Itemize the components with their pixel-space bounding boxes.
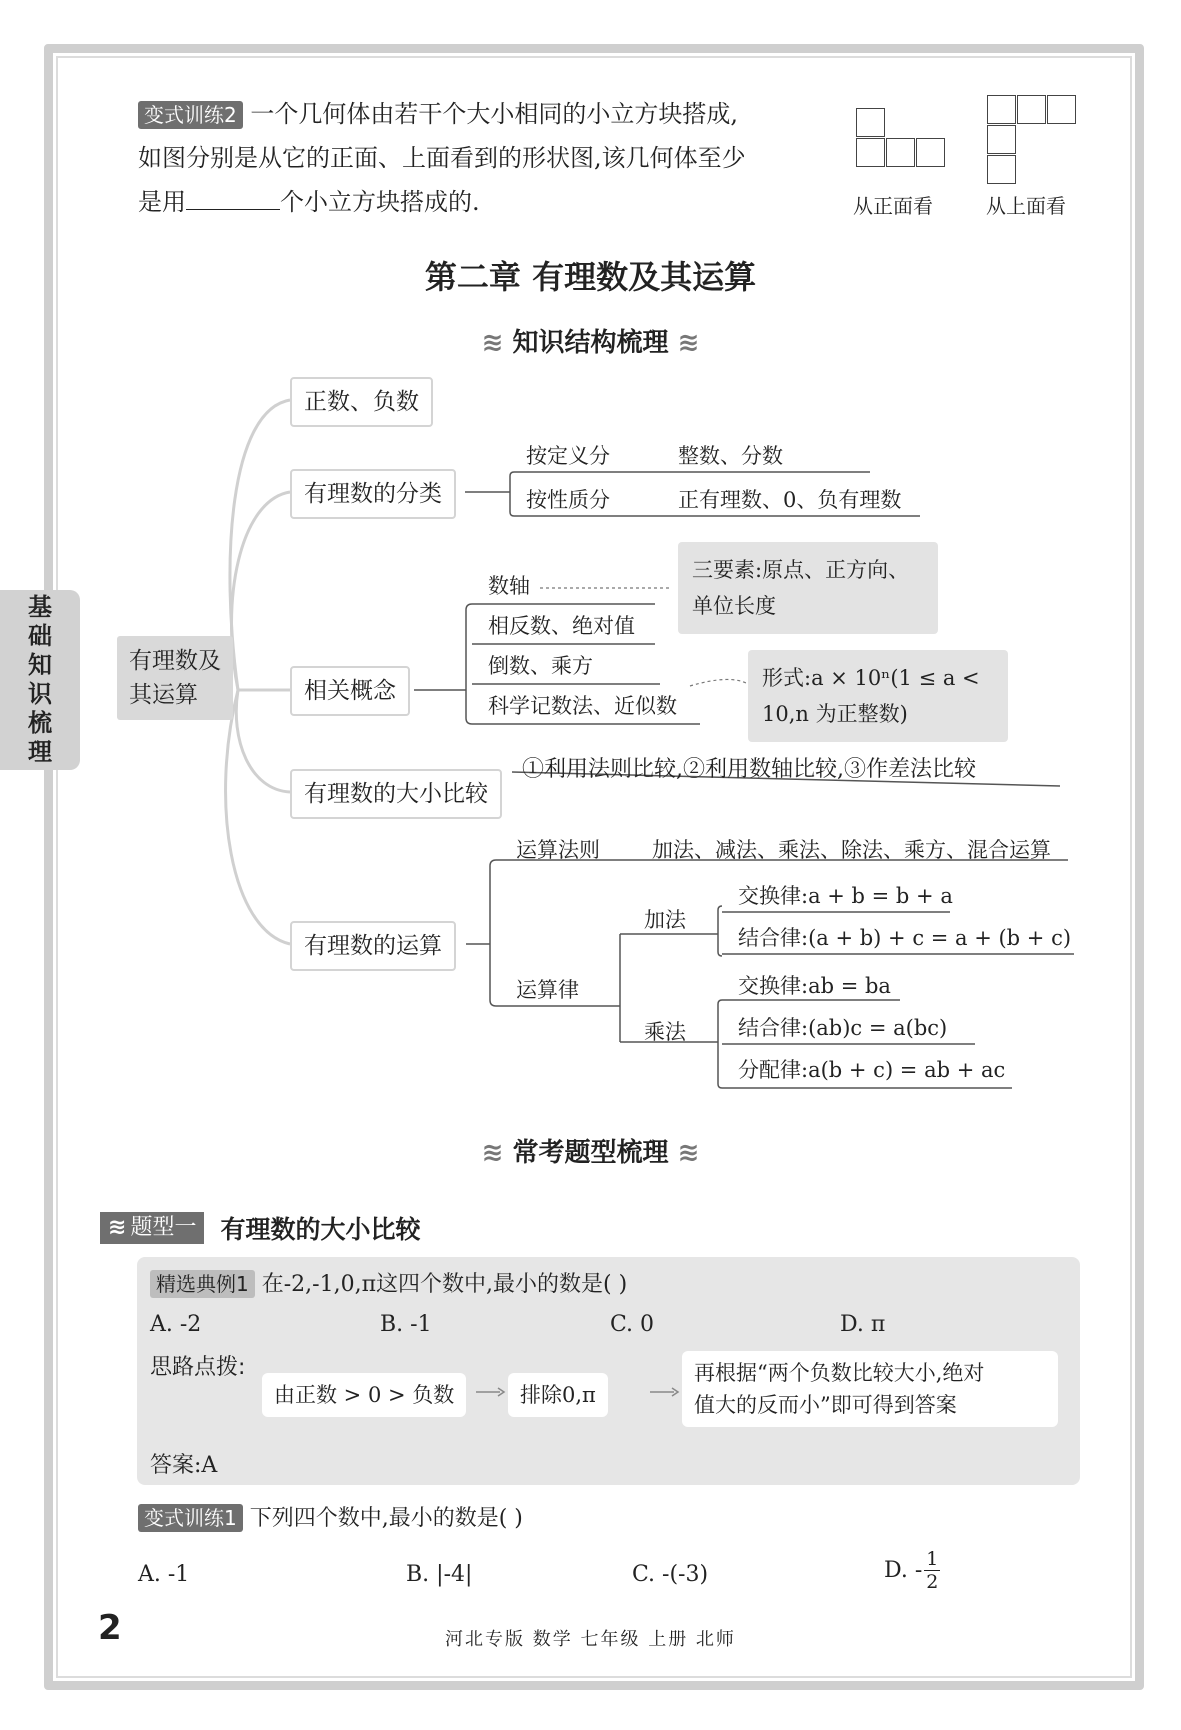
classification-key: 按定义分 <box>526 444 610 468</box>
operation-laws: 运算律 <box>516 978 579 1002</box>
multiplication-law: 交换律:ab = ba <box>738 974 891 998</box>
fraction-denominator: 2 <box>926 1571 939 1593</box>
classification-key: 按性质分 <box>526 488 610 512</box>
concept-item: 倒数、乘方 <box>488 654 593 678</box>
fraction <box>924 1548 940 1593</box>
root-line: 其运算 <box>129 682 198 708</box>
operation-rules-value: 加法、减法、乘法、除法、乘方、混合运算 <box>652 838 1051 862</box>
type-heading <box>100 1210 420 1246</box>
hint-label: 思路点拨: <box>150 1355 246 1380</box>
root-line: 有理数及 <box>129 648 221 674</box>
note-line: 三要素:原点、正方向、 <box>692 558 910 582</box>
type-title: 有理数的大小比较 <box>220 1215 421 1244</box>
variant-exercise-1 <box>138 1504 523 1534</box>
wave-icon: ≋ <box>481 328 504 358</box>
exercise-line: 如图分别是从它的正面、上面看到的形状图,该几何体至少 <box>138 144 746 172</box>
option-a[interactable]: A. -2 <box>150 1312 202 1337</box>
sidebar-char: 识 <box>28 680 52 708</box>
footer-text: 河北专版 数学 七年级 上册 北师 <box>445 1629 736 1650</box>
page-number: 2 <box>98 1608 122 1648</box>
example-text: 在-2,-1,0,π这四个数中,最小的数是( ) <box>261 1272 628 1297</box>
note-line: 10,n 为正整数) <box>762 702 908 726</box>
option-d[interactable] <box>884 1548 940 1593</box>
section-title-text: 知识结构梳理 <box>512 328 669 358</box>
exercise-tag: 变式训练1 <box>138 1504 243 1532</box>
operation-rules-key: 运算法则 <box>516 838 600 862</box>
concept-item: 数轴 <box>488 574 530 598</box>
hint-conclusion <box>682 1351 1058 1427</box>
concept-item: 科学记数法、近似数 <box>488 694 677 718</box>
option-c[interactable]: C. 0 <box>610 1312 655 1337</box>
concept-item: 相反数、绝对值 <box>488 614 635 638</box>
wave-icon: ≋ <box>108 1215 127 1240</box>
arrow-right-icon <box>650 1386 680 1398</box>
classification-value: 整数、分数 <box>678 444 783 468</box>
wave-icon: ≋ <box>677 1138 700 1168</box>
hint-conclusion-line: 值大的反而小”即可得到答案 <box>694 1393 957 1417</box>
node-positive-negative: 正数、负数 <box>290 377 433 427</box>
option-b[interactable]: B. -1 <box>380 1312 432 1337</box>
arrow-right-icon <box>476 1386 506 1398</box>
addition-law: 结合律:(a + b) + c = a + (b + c) <box>738 926 1072 950</box>
exercise-line: 是用 <box>138 188 186 216</box>
hint-conclusion-line: 再根据“两个负数比较大小,绝对 <box>694 1361 985 1385</box>
chapter-title: 第二章 有理数及其运算 <box>424 258 757 296</box>
example-answer: 答案:A <box>150 1453 218 1478</box>
option-b[interactable]: B. |-4| <box>406 1562 473 1587</box>
option-d-prefix: D. - <box>884 1558 923 1583</box>
fraction-numerator: 1 <box>926 1548 939 1570</box>
multiplication-law: 结合律:(ab)c = a(bc) <box>738 1016 948 1040</box>
multiplication-label: 乘法 <box>644 1020 686 1044</box>
option-c[interactable]: C. -(-3) <box>632 1562 709 1587</box>
note-line: 单位长度 <box>692 594 776 618</box>
node-compare: 有理数的大小比较 <box>290 769 502 819</box>
example-tag: 精选典例1 <box>150 1270 255 1298</box>
exercise-line: 个小立方块搭成的. <box>280 188 480 216</box>
exercise-tag: 变式训练2 <box>138 101 243 129</box>
sidebar-char: 理 <box>28 738 52 766</box>
wave-icon: ≋ <box>677 328 700 358</box>
front-view-caption: 从正面看 <box>853 194 933 218</box>
option-a[interactable]: A. -1 <box>138 1562 190 1587</box>
scientific-notation-note <box>748 650 1008 742</box>
note-line: 形式:a × 10ⁿ(1 ≤ a < <box>762 666 980 690</box>
type-tag <box>100 1212 204 1244</box>
wave-icon: ≋ <box>481 1138 504 1168</box>
mindmap-root <box>117 636 233 720</box>
top-view-caption: 从上面看 <box>986 194 1066 218</box>
node-related-concepts: 相关概念 <box>290 666 410 716</box>
sidebar-char: 础 <box>28 622 52 650</box>
node-operations: 有理数的运算 <box>290 921 456 971</box>
option-d[interactable]: D. π <box>840 1312 886 1337</box>
number-line-note <box>678 542 938 634</box>
exercise-text: 下列四个数中,最小的数是( ) <box>249 1506 523 1531</box>
section-title-text: 常考题型梳理 <box>512 1138 669 1168</box>
type-tag-label: 题型一 <box>130 1215 197 1240</box>
example-question <box>150 1270 627 1300</box>
exercise-line: 一个几何体由若干个大小相同的小立方块搭成, <box>250 100 739 128</box>
sidebar-char: 知 <box>28 651 52 679</box>
addition-label: 加法 <box>644 908 686 932</box>
classification-value: 正有理数、0、负有理数 <box>678 488 902 512</box>
section-title-types <box>0 1132 1181 1169</box>
sidebar-char: 梳 <box>28 709 52 737</box>
addition-law: 交换律:a + b = b + a <box>738 884 953 908</box>
hint-step: 由正数 > 0 > 负数 <box>262 1373 466 1417</box>
node-classification: 有理数的分类 <box>290 469 456 519</box>
sidebar-char: 基 <box>28 593 52 621</box>
hint-step: 排除0,π <box>508 1373 608 1417</box>
multiplication-law: 分配律:a(b + c) = ab + ac <box>738 1058 1006 1082</box>
compare-methods: ①利用法则比较,②利用数轴比较,③作差法比较 <box>522 757 976 782</box>
